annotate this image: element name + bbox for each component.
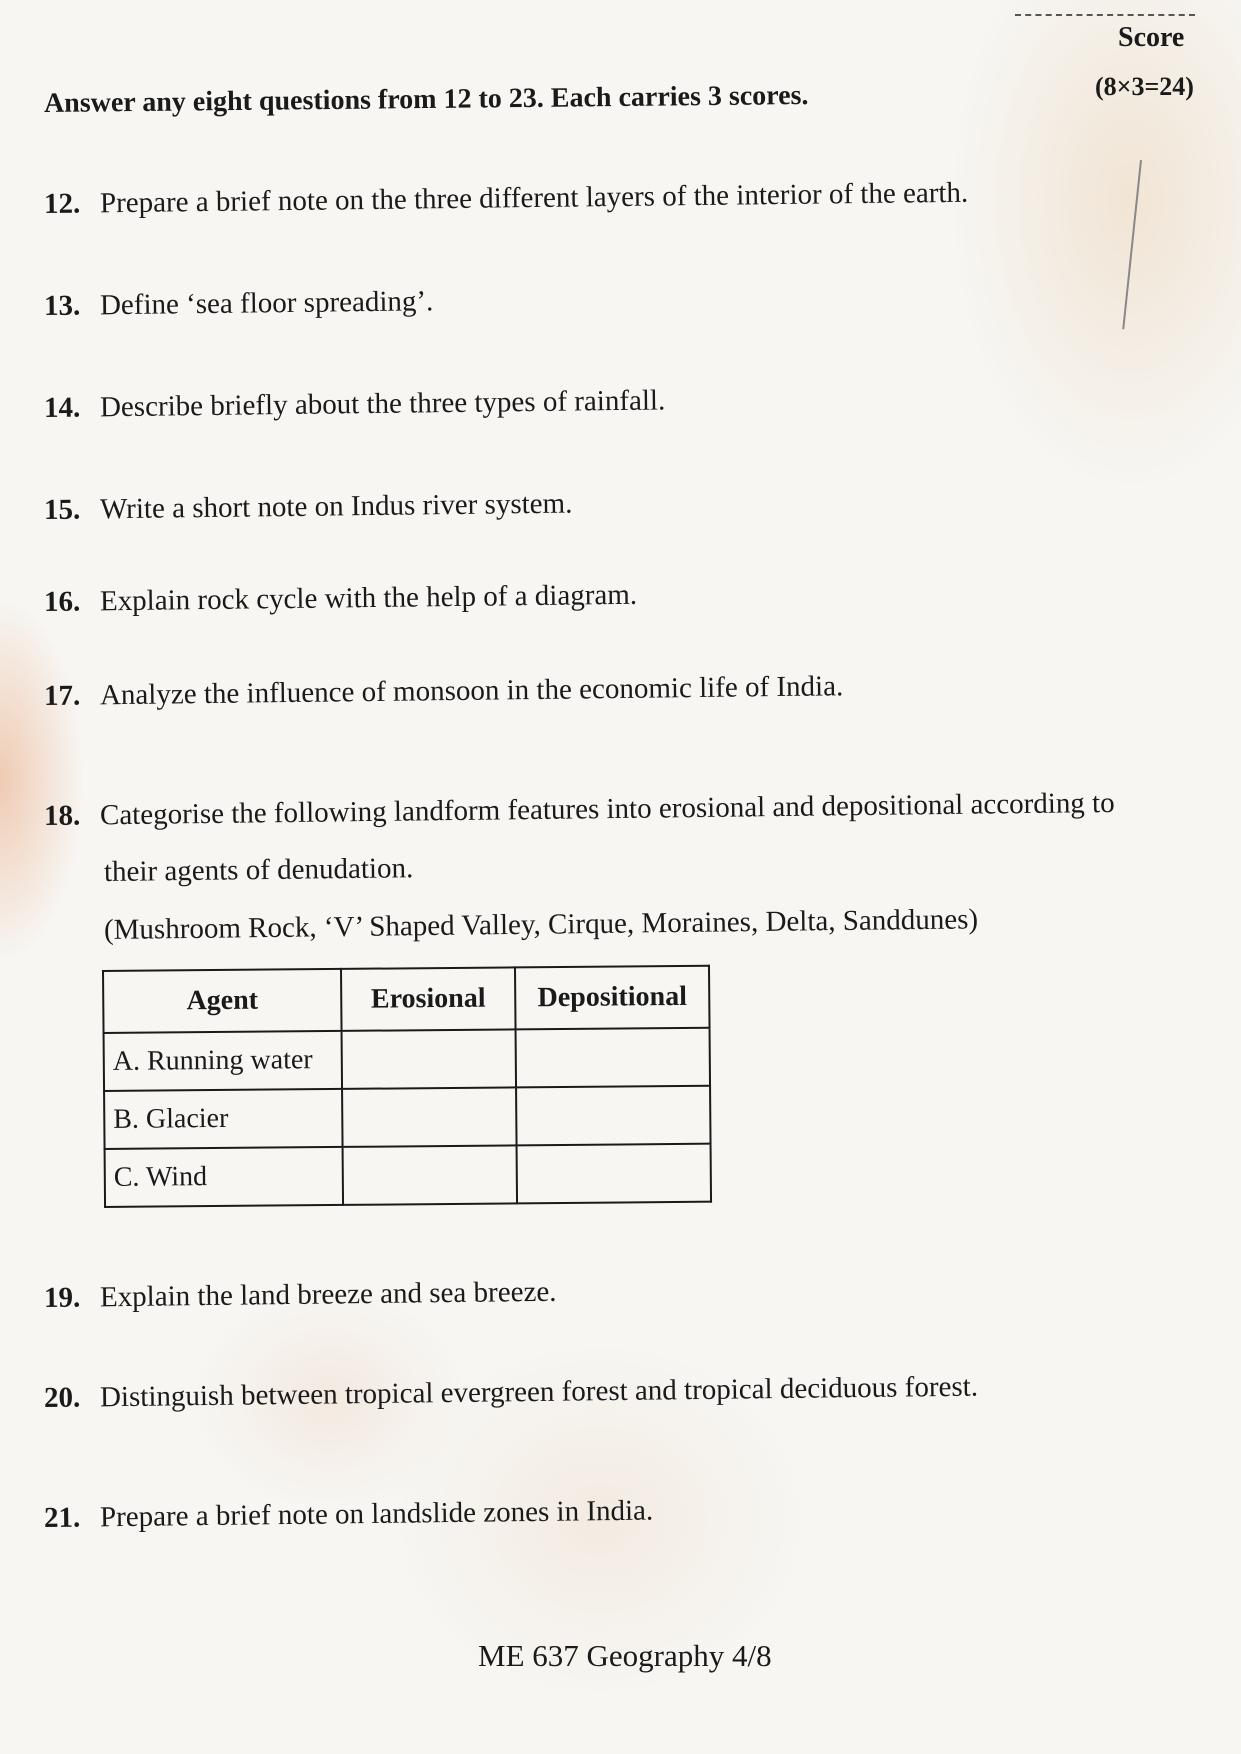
question-number: 18. <box>43 799 81 832</box>
question-18-options: (Mushroom Rock, ‘V’ Shaped Valley, Cirque, Moraines, Delta, Sanddunes) <box>103 903 979 946</box>
instruction-text: Answer any eight questions from 12 to 23. Each carries 3 scores. <box>43 79 809 119</box>
erosional-cell <box>342 1029 516 1089</box>
question-12 <box>44 177 969 221</box>
question-number: 21. <box>43 1501 81 1534</box>
question-14 <box>44 384 666 425</box>
score-divider <box>1015 14 1195 16</box>
margin-line <box>1122 160 1142 329</box>
question-text: Explain rock cycle with the help of a diagram. <box>99 578 638 618</box>
question-number: 14. <box>43 391 81 424</box>
question-text: Prepare a brief note on the three different layers of the interior of the earth. <box>99 176 969 220</box>
question-number: 17. <box>43 679 81 712</box>
score-heading: Score <box>1118 22 1185 53</box>
agent-cell: B. Glacier <box>104 1089 342 1149</box>
header-agent: Agent <box>103 969 342 1033</box>
question-19 <box>44 1276 557 1315</box>
agent-cell: A. Running water <box>104 1031 342 1091</box>
question-text: Describe briefly about the three types of rainfall. <box>99 384 666 424</box>
depositional-cell <box>516 1086 710 1146</box>
question-number: 15. <box>43 493 81 526</box>
question-number: 13. <box>43 289 81 322</box>
erosional-cell <box>342 1087 516 1147</box>
question-15 <box>44 488 573 527</box>
question-text: Write a short note on Indus river system. <box>99 487 573 526</box>
question-text: Define ‘sea floor spreading’. <box>99 285 434 322</box>
landform-table <box>102 965 712 1208</box>
table-row <box>104 1028 710 1091</box>
question-18-line2: their agents of denudation. <box>103 852 414 888</box>
depositional-cell <box>517 1144 711 1204</box>
question-text: Categorise the following landform features into erosional and depositional according to <box>99 786 1115 832</box>
page-footer: ME 637 Geography 4/8 <box>478 1638 772 1673</box>
question-number: 20. <box>43 1381 81 1414</box>
table-header-row <box>103 966 710 1033</box>
table-row <box>104 1086 710 1149</box>
question-18 <box>44 787 1115 833</box>
table-row <box>105 1144 711 1207</box>
question-number: 12. <box>43 187 81 220</box>
question-20 <box>44 1371 978 1415</box>
question-21 <box>44 1495 654 1535</box>
question-text: Explain the land breeze and sea breeze. <box>99 1275 557 1314</box>
header-erosional: Erosional <box>341 967 516 1031</box>
question-number: 19. <box>43 1281 81 1314</box>
question-text: Prepare a brief note on landslide zones in India. <box>99 1494 654 1534</box>
header-depositional: Depositional <box>515 966 710 1030</box>
score-marks: (8×3=24) <box>1095 72 1194 101</box>
question-text: Analyze the influence of monsoon in the economic life of India. <box>99 670 844 712</box>
question-number: 16. <box>43 585 81 618</box>
question-16 <box>44 579 637 619</box>
agent-cell: C. Wind <box>105 1147 343 1207</box>
question-13 <box>44 285 434 323</box>
question-17 <box>44 670 844 713</box>
depositional-cell <box>516 1028 710 1088</box>
erosional-cell <box>343 1145 517 1205</box>
question-text: Distinguish between tropical evergreen forest and tropical deciduous forest. <box>99 1370 979 1414</box>
